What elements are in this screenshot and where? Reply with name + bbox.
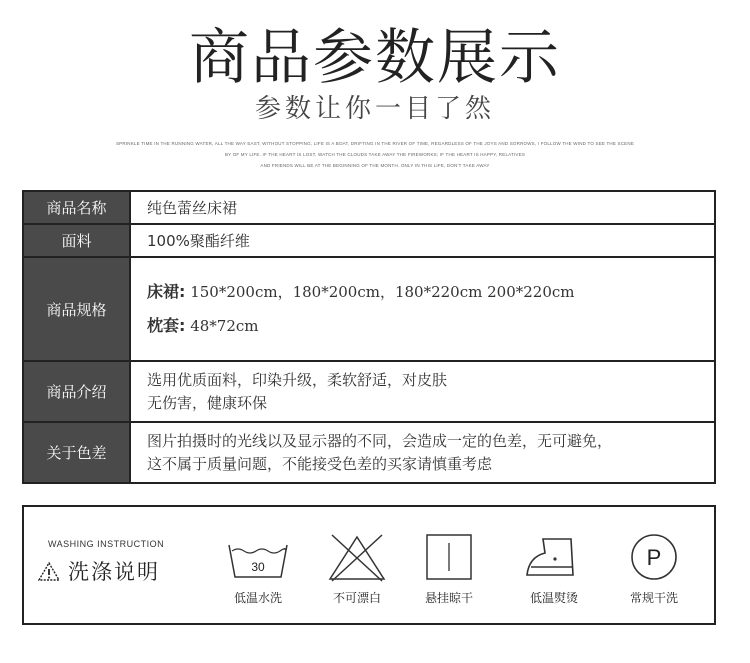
washing-title-en: WASHING INSTRUCTION: [48, 539, 165, 549]
washing-title-cn: [38, 556, 160, 586]
care-item-dry: [404, 531, 494, 606]
spec-label: 枕套:: [147, 316, 186, 335]
warning-icon: [38, 561, 60, 581]
row-label: 商品介绍: [24, 362, 131, 421]
dry-clean-letter: P: [646, 545, 662, 570]
table-row: [24, 258, 714, 362]
row-value-line: 无伤害，健康环保: [147, 393, 268, 412]
row-value-line: 选用优质面料，印染升级，柔软舒适，对皮肤: [147, 370, 448, 389]
row-label: 商品规格: [24, 258, 131, 360]
row-label: 商品名称: [24, 192, 131, 223]
params-table: [22, 190, 716, 484]
care-label: 悬挂晾干: [424, 591, 473, 605]
low-temp-iron-icon: [521, 531, 587, 583]
dry-clean-icon: [621, 531, 687, 583]
row-value-line: 这不属于质量问题，不能接受色差的买家请慎重考虑: [147, 454, 493, 473]
spec-value: 48*72cm: [190, 317, 259, 335]
care-item-dryclean: [609, 531, 699, 606]
care-label: 常规干洗: [629, 591, 678, 605]
care-item-iron: [509, 531, 599, 606]
spec-value: 150*200cm，180*200cm，180*220cm 200*220cm: [190, 283, 575, 301]
decorative-text-line: SPRINKLE TIME IN THE RUNNING WATER, ALL THE WAY EAST, WITHOUT STOPPING, LIFE IS A BOAT, DRIFTING IN THE RIVER OF TIME, REGARDLESS OF THE JOYS AND SORROWS, I FOLLOW THE WIND TO SEE THE SCENE: [115, 141, 635, 146]
row-value: 100%聚酯纤维: [147, 232, 250, 250]
care-item-wash: [213, 531, 303, 606]
washing-title-text: 洗涤说明: [68, 560, 160, 584]
row-value-line: 图片拍摄时的光线以及显示器的不同，会造成一定的色差，无可避免，: [147, 431, 613, 450]
decorative-text-line: BY OF MY LIFE. IF THE HEART IS LOST, WATCH THE CLOUDS TAKE AWAY THE FIREWORKS; IF THE HEART IS HAPPY, RELATIVES: [224, 152, 526, 157]
page-title: 商品参数展示: [189, 23, 561, 93]
table-row: [24, 225, 714, 258]
care-label: 低温熨烫: [529, 591, 578, 605]
care-item-bleach: [312, 531, 402, 606]
row-value: 纯色蕾丝床裙: [147, 199, 238, 217]
spec-line-bedskirt: [147, 275, 714, 309]
spec-line-pillowcase: [147, 309, 714, 343]
table-row: [24, 192, 714, 225]
table-row: [24, 423, 714, 482]
row-value: [131, 362, 714, 421]
low-temp-wash-icon: [225, 531, 291, 583]
row-label: 面料: [24, 225, 131, 256]
spec-label: 床裙:: [147, 282, 186, 301]
no-bleach-icon: [324, 531, 390, 583]
table-row: [24, 362, 714, 423]
decorative-text-line: AND FRIENDS WILL BE AT THE BEGINNING OF THE MONTH. ONLY IN THIS LIFE, DON'T TAKE AWAY: [260, 163, 490, 168]
row-value: [131, 258, 714, 360]
row-value: [131, 423, 714, 482]
wash-temperature: 30: [251, 560, 265, 574]
care-label: 低温水洗: [233, 591, 282, 605]
row-label: 关于色差: [24, 423, 131, 482]
washing-instructions: [22, 505, 716, 625]
care-label: 不可漂白: [332, 591, 381, 605]
hang-dry-icon: [416, 531, 482, 583]
page-subtitle: 参数让你一目了然: [254, 94, 495, 124]
